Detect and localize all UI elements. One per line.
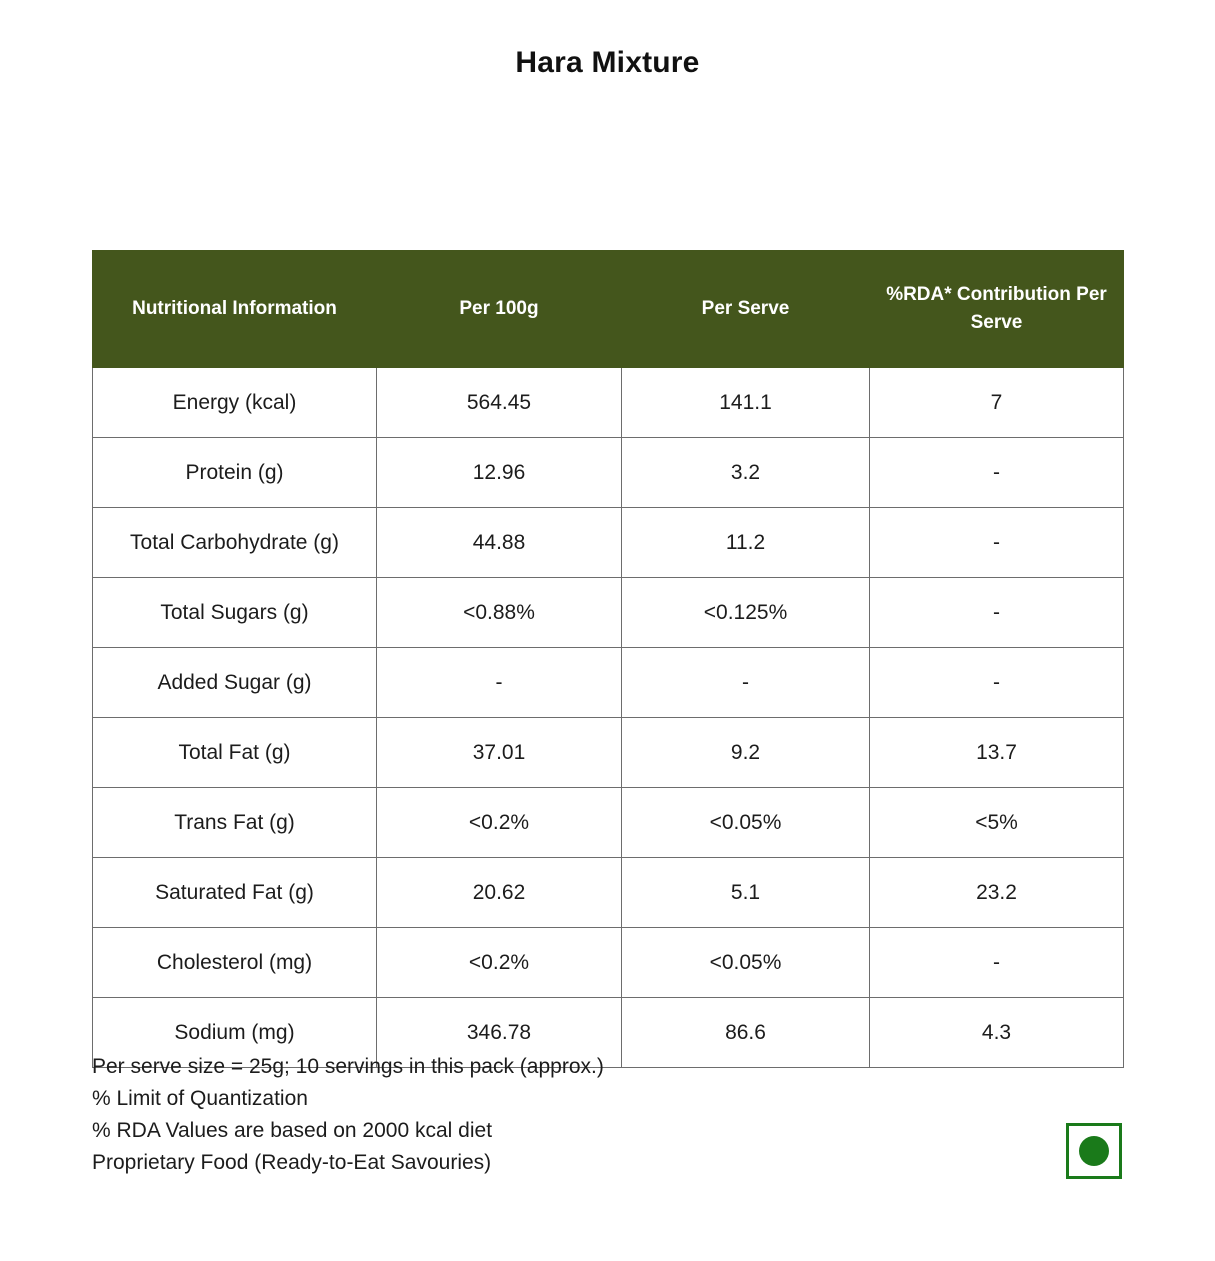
column-header-nutritional-information: Nutritional Information (93, 251, 377, 368)
table-row (93, 858, 1124, 928)
footnotes (92, 1051, 604, 1179)
row-label: Total Fat (g) (93, 718, 377, 788)
cell-rda: 13.7 (870, 718, 1124, 788)
table-row (93, 718, 1124, 788)
row-label: Protein (g) (93, 438, 377, 508)
cell-per-100g: 564.45 (377, 368, 622, 438)
cell-per-serve: <0.05% (622, 928, 870, 998)
table-row (93, 438, 1124, 508)
cell-per-100g: <0.2% (377, 928, 622, 998)
cell-per-serve: 11.2 (622, 508, 870, 578)
cell-per-100g: 37.01 (377, 718, 622, 788)
cell-rda: 23.2 (870, 858, 1124, 928)
veg-mark-dot (1079, 1136, 1109, 1166)
table-row (93, 788, 1124, 858)
cell-rda: - (870, 438, 1124, 508)
row-label: Energy (kcal) (93, 368, 377, 438)
cell-rda: - (870, 508, 1124, 578)
table-header (93, 251, 1124, 368)
table-row (93, 578, 1124, 648)
cell-per-100g: <0.88% (377, 578, 622, 648)
nutrition-table-container (92, 250, 1123, 1068)
veg-mark-icon (1066, 1123, 1122, 1179)
cell-rda: - (870, 578, 1124, 648)
table-row (93, 368, 1124, 438)
cell-per-serve: <0.05% (622, 788, 870, 858)
cell-per-serve: 141.1 (622, 368, 870, 438)
cell-rda: - (870, 648, 1124, 718)
cell-rda: 4.3 (870, 998, 1124, 1068)
table-row (93, 928, 1124, 998)
cell-per-serve: 9.2 (622, 718, 870, 788)
row-label: Total Sugars (g) (93, 578, 377, 648)
row-label: Saturated Fat (g) (93, 858, 377, 928)
column-header-per-100g: Per 100g (377, 251, 622, 368)
nutrition-label-page (0, 46, 1215, 1261)
cell-rda: - (870, 928, 1124, 998)
page-title: Hara Mixture (515, 46, 700, 79)
cell-per-100g: 44.88 (377, 508, 622, 578)
cell-per-serve: <0.125% (622, 578, 870, 648)
table-header-row (93, 251, 1124, 368)
row-label: Sodium (mg) (93, 998, 377, 1068)
cell-per-100g: 12.96 (377, 438, 622, 508)
footnote-rda-basis: % RDA Values are based on 2000 kcal diet (92, 1118, 493, 1142)
cell-per-100g: 20.62 (377, 858, 622, 928)
footnote-serve-size: Per serve size = 25g; 10 servings in this pack (approx.) (92, 1055, 604, 1078)
row-label: Added Sugar (g) (93, 648, 377, 718)
cell-per-100g: - (377, 648, 622, 718)
cell-per-serve: 5.1 (622, 858, 870, 928)
row-label: Trans Fat (g) (93, 788, 377, 858)
row-label: Total Carbohydrate (g) (93, 508, 377, 578)
cell-per-serve: 86.6 (622, 998, 870, 1068)
cell-per-serve: - (622, 648, 870, 718)
table-row (93, 648, 1124, 718)
cell-per-100g: 346.78 (377, 998, 622, 1068)
footnote-limit-of-quantization: % Limit of Quantization (92, 1086, 308, 1110)
nutrition-table (92, 250, 1124, 1068)
column-header-rda-contribution: %RDA* Contribution Per Serve (870, 251, 1124, 368)
cell-rda: 7 (870, 368, 1124, 438)
row-label: Cholesterol (mg) (93, 928, 377, 998)
table-row (93, 508, 1124, 578)
footnote-proprietary-food: Proprietary Food (Ready-to-Eat Savouries) (92, 1150, 492, 1174)
cell-rda: <5% (870, 788, 1124, 858)
table-body (93, 368, 1124, 1068)
cell-per-100g: <0.2% (377, 788, 622, 858)
column-header-per-serve: Per Serve (622, 251, 870, 368)
cell-per-serve: 3.2 (622, 438, 870, 508)
